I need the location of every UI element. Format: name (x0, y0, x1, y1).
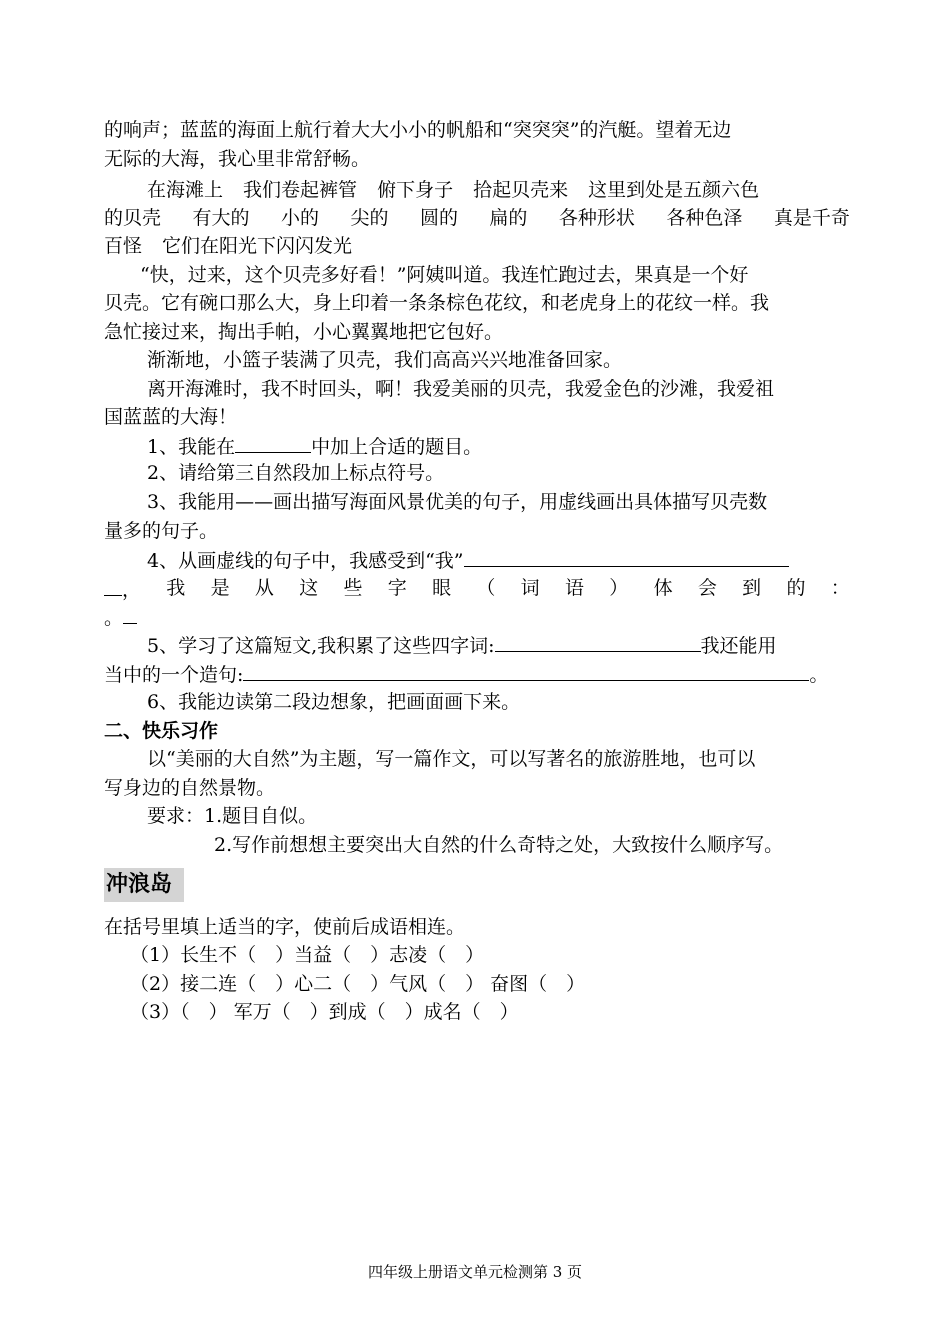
passage-p2-line2 (104, 205, 850, 231)
passage-p4: 渐渐地，小篮子装满了贝壳，我们高高兴兴地准备回家。 (147, 349, 623, 371)
phrase: 有大的 (192, 207, 250, 229)
question-6: 6、我能边读第二段边想象，把画面画下来。 (147, 691, 521, 713)
page-footer: 四年级上册语文单元检测第 3 页 (367, 1263, 583, 1281)
phrase: 尖的 (350, 207, 389, 229)
idiom-row-3: （3）（ ） 军万（ ）到成（ ）成名（ ） (130, 1001, 519, 1023)
phrase: 小的 (280, 207, 319, 229)
answer-blank[interactable] (243, 660, 809, 681)
phrase: 各种色泽 (666, 207, 743, 229)
phrase: 扁的 (489, 207, 528, 229)
writing-prompt-line2: 写身边的自然景物。 (104, 777, 276, 799)
passage-p1-line1: 的响声；蓝蓝的海面上航行着大大小小的帆船和“突突突”的汽艇。望着无边 (104, 119, 732, 141)
passage-p5-line1: 离开海滩时，我不时回头，啊！我爱美丽的贝壳，我爱金色的沙滩，我爱祖 (147, 378, 775, 400)
question-4-line3: 。 (104, 603, 850, 631)
writing-requirement-1: 要求：1.题目自似。 (147, 805, 318, 827)
passage-p2-line1: 在海滩上 我们卷起裤管 俯下身子 拾起贝壳来 这里到处是五颜六色 (147, 179, 760, 201)
phrase: 圆的 (419, 207, 458, 229)
question-5-line2: 当中的一个造句: 。 (104, 660, 850, 688)
phrase: 各种形状 (558, 207, 635, 229)
answer-blank[interactable] (104, 575, 122, 596)
section-title: 二、快乐习作 (104, 720, 219, 742)
passage-p1-line2: 无际的大海，我心里非常舒畅。 (104, 148, 371, 170)
question-3-line1: 3、我能用——画出描写海面风景优美的句子，用虚线画出具体描写贝壳数 (147, 491, 768, 513)
question-4-line1: 4、从画虚线的句子中，我感受到“我” (147, 546, 850, 574)
writing-prompt-line1: 以“美丽的大自然”为主题，写一篇作文，可以写著名的旅游胜地，也可以 (147, 748, 756, 770)
writing-requirement-2: 2.写作前想想主要突出大自然的什么奇特之处，大致按什么顺序写。 (214, 834, 784, 856)
bonus-section-title: 冲浪岛 (104, 868, 184, 902)
answer-blank[interactable] (123, 603, 137, 624)
passage-p3-line3: 急忙接过来，掏出手帕，小心翼翼地把它包好。 (104, 321, 504, 343)
passage-p3-line1: “快，过来，这个贝壳多好看！”阿姨叫道。我连忙跑过去，果真是一个好 (140, 264, 749, 286)
passage-p5-line2: 国蓝蓝的大海！ (104, 406, 238, 428)
passage-p3-line2: 贝壳。它有碗口那么大，身上印着一条条棕色花纹，和老虎身上的花纹一样。我 (104, 292, 770, 314)
bonus-instruction: 在括号里填上适当的字，使前后成语相连。 (104, 916, 466, 938)
phrase: 真是千奇 (773, 207, 850, 229)
answer-blank[interactable] (495, 631, 701, 652)
question-3-line2: 量多的句子。 (104, 520, 219, 542)
idiom-row-1: （1）长生不（ ）当益（ ）志凌（ ） (130, 944, 485, 966)
idiom-row-2: （2）接二连（ ）心二（ ）气风（ ） 奋图（ ） (130, 973, 586, 995)
passage-p2-line3: 百怪 它们在阳光下闪闪发光 (104, 235, 353, 257)
question-2: 2、请给第三自然段加上标点符号。 (147, 462, 445, 484)
answer-blank[interactable] (235, 432, 311, 453)
phrase: 的贝壳 (104, 207, 162, 229)
question-1: 1、我能在 中加上合适的题目。 (147, 432, 850, 460)
question-5-line1: 5、学习了这篇短文,我积累了这些四字词: 我还能用 (147, 631, 850, 659)
answer-blank[interactable] (464, 546, 789, 567)
question-4-line2: ， 我 是 从 这 些 字 眼 （ 词 语 ） 体 会 到 的 ： (104, 575, 850, 603)
